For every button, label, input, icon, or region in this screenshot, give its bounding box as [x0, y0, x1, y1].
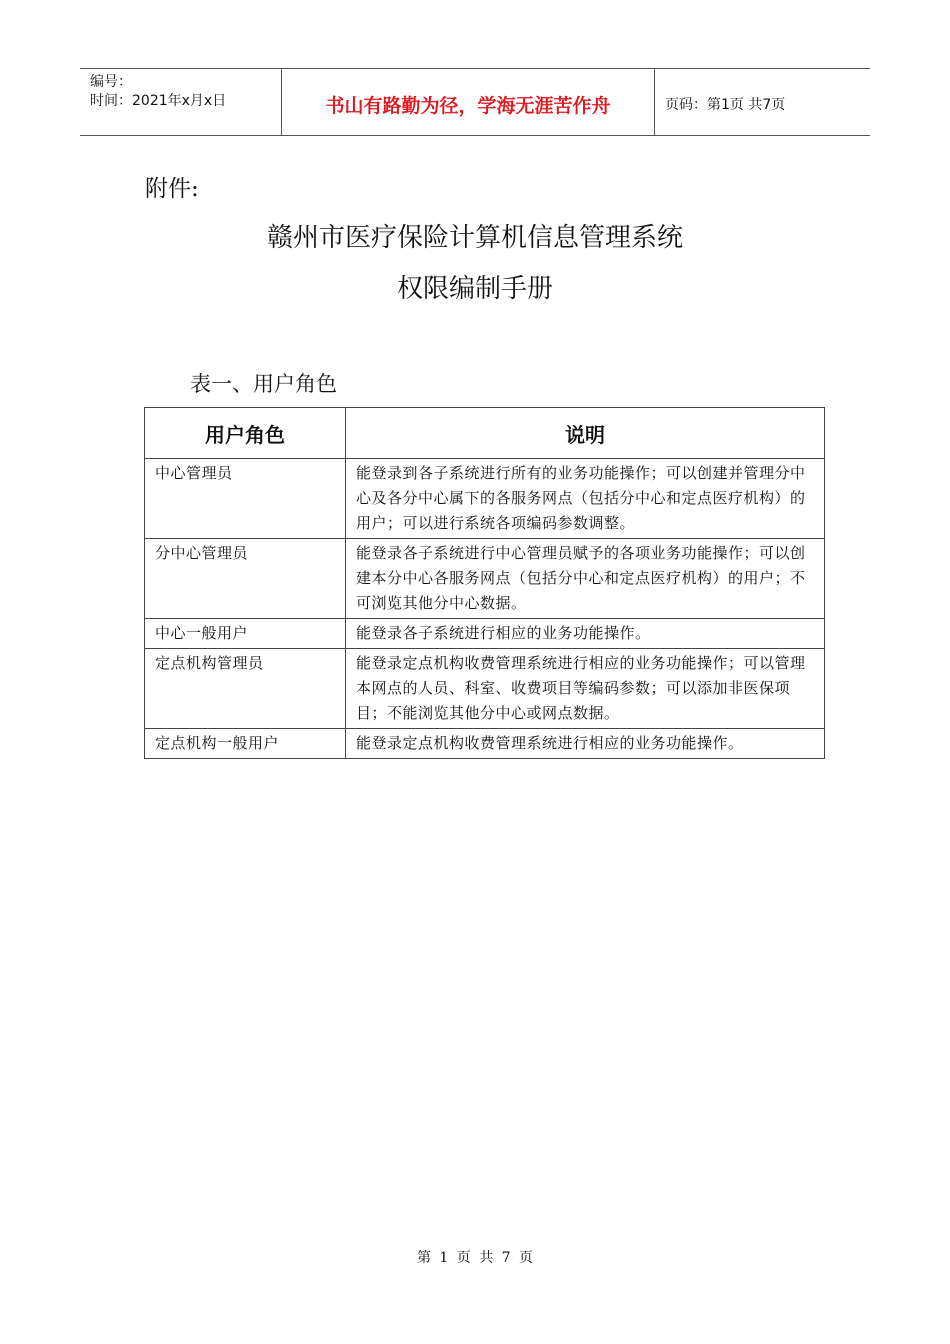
description-cell: 能登录各子系统进行相应的业务功能操作。	[346, 619, 825, 649]
attachment-label: 附件:	[145, 176, 199, 202]
table-row	[145, 539, 825, 619]
column-header-description: 说明	[346, 408, 825, 459]
table-caption: 表一、用户角色	[190, 372, 337, 396]
code-label: 编号：	[90, 74, 132, 90]
document-subtitle: 权限编制手册	[396, 274, 553, 304]
description-cell: 能登录各子系统进行中心管理员赋予的各项业务功能操作；可以创建本分中心各服务网点（包括分中心和定点医疗机构）的用户；不可浏览其他分中心数据。	[346, 539, 825, 619]
header-motto: 书山有路勤为径，学海无涯苦作舟	[282, 69, 655, 135]
description-cell: 能登录定点机构收费管理系统进行相应的业务功能操作；可以管理本网点的人员、科室、收费项目等编码参数；可以添加非医保项目；不能浏览其他分中心或网点数据。	[346, 649, 825, 729]
role-cell: 定点机构一般用户	[145, 729, 346, 759]
date-label: 时间：2021年x月x日	[90, 93, 227, 109]
role-cell: 定点机构管理员	[145, 649, 346, 729]
user-roles-table	[144, 407, 825, 759]
table-row	[145, 459, 825, 539]
role-cell: 中心一般用户	[145, 619, 346, 649]
table-row	[145, 619, 825, 649]
description-cell: 能登录到各子系统进行所有的业务功能操作；可以创建并管理分中心及各分中心属下的各服务网点（包括分中心和定点医疗机构）的用户；可以进行系统各项编码参数调整。	[346, 459, 825, 539]
header-page-info: 页码：第1页 共7页	[665, 97, 786, 113]
description-cell: 能登录定点机构收费管理系统进行相应的业务功能操作。	[346, 729, 825, 759]
table-row	[145, 729, 825, 759]
role-cell: 中心管理员	[145, 459, 346, 539]
page-header	[80, 68, 870, 136]
header-meta	[80, 69, 282, 135]
page-footer: 第 1 页 共 7 页	[416, 1250, 534, 1266]
role-cell: 分中心管理员	[145, 539, 346, 619]
table-row	[145, 649, 825, 729]
column-header-role: 用户角色	[145, 408, 346, 459]
document-title: 赣州市医疗保险计算机信息管理系统	[266, 223, 683, 253]
table-header-row	[145, 408, 825, 459]
